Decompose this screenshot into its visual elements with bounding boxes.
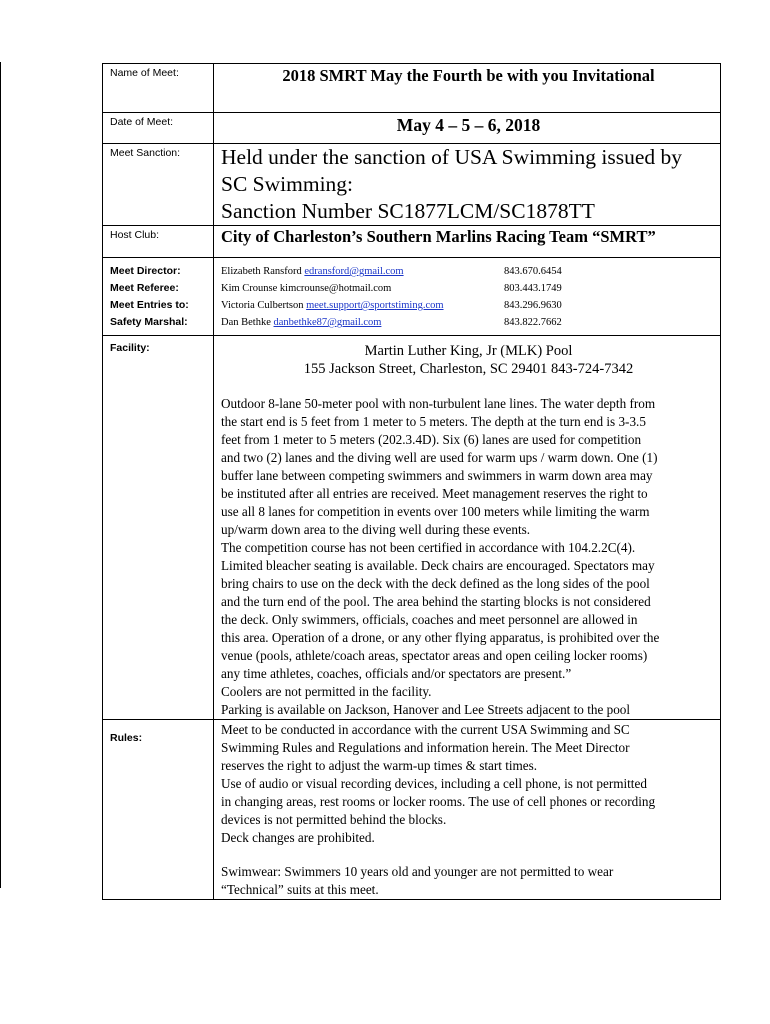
facility-line: this area. Operation of a drone, or any other flying apparatus, is prohibited over the <box>221 630 660 645</box>
sanction-line: SC Swimming: <box>221 172 354 196</box>
rules-line: Deck changes are prohibited. <box>221 830 375 845</box>
sanction-text <box>221 144 716 225</box>
sanction-line: Sanction Number SC1877LCM/SC1878TT <box>221 199 595 223</box>
facility-line: feet from 1 meter to 5 meters (202.3.4D). Six (6) lanes are used for competition <box>221 432 642 447</box>
rules-line: in changing areas, rest rooms or locker rooms. The use of cell phones or recording <box>221 794 656 809</box>
label-meet-referee: Meet Referee: <box>110 282 179 294</box>
facility-header <box>221 336 716 378</box>
label-name-of-meet: Name of Meet: <box>103 64 214 113</box>
swimwear-line: “Technical” suits at this meet. <box>221 882 379 897</box>
staff-phone: 843.670.6454 <box>504 266 562 277</box>
host-club: City of Charleston’s Southern Marlins Racing Team “SMRT” <box>221 227 656 246</box>
staff-list <box>214 258 721 336</box>
label-safety-marshal: Safety Marshal: <box>110 316 188 328</box>
label-meet-sanction: Meet Sanction: <box>103 144 214 226</box>
facility-line: the start end is 5 feet from 1 meter to 5 meters. The depth at the turn end is 3-3.5 <box>221 414 646 429</box>
facility-line: bring chairs to use on the deck with the deck defined as the long sides of the pool <box>221 576 650 591</box>
meet-date: May 4 – 5 – 6, 2018 <box>396 115 541 135</box>
facility-line: the deck. Only swimmers, officials, coaches and meet personnel are allowed in <box>221 612 638 627</box>
label-meet-entries-to: Meet Entries to: <box>110 299 189 311</box>
facility-description <box>221 395 716 719</box>
staff-email-link[interactable]: meet.support@sportstiming.com <box>306 300 444 311</box>
row-facility <box>103 336 721 720</box>
left-margin-line <box>0 62 1 888</box>
row-rules <box>103 720 721 900</box>
row-host-club <box>103 226 721 258</box>
facility-line: buffer lane between competing swimmers and swimmers in warm down area may <box>221 468 653 483</box>
row-date-of-meet <box>103 113 721 144</box>
sanction-line: Held under the sanction of USA Swimming issued by <box>221 145 683 169</box>
staff-email-link[interactable]: edransford@gmail.com <box>304 266 404 277</box>
rules-line: Use of audio or visual recording devices, including a cell phone, is not permitted <box>221 776 647 791</box>
staff-phone: 803.443.1749 <box>504 283 562 294</box>
staff-phone: 843.296.9630 <box>504 300 562 311</box>
staff-name: Victoria Culbertson <box>221 300 307 311</box>
facility-line: be instituted after all entries are received. Meet management reserves the right to <box>221 486 648 501</box>
pool-name: Martin Luther King, Jr (MLK) Pool <box>364 343 573 359</box>
meet-info-table <box>102 63 721 900</box>
staff-row <box>221 263 716 280</box>
pool-address: 155 Jackson Street, Charleston, SC 29401 843-724-7342 <box>303 361 634 377</box>
facility-line: Parking is available on Jackson, Hanover and Lee Streets adjacent to the pool <box>221 702 631 717</box>
staff-email-link[interactable]: danbethke87@gmail.com <box>273 317 382 328</box>
facility-line: up/warm down area to the diving well during these events. <box>221 522 531 537</box>
staff-name: Elizabeth Ransford <box>221 266 305 277</box>
facility-line: any time athletes, coaches, officials and/or spectators are present.” <box>221 666 572 681</box>
label-rules: Rules: <box>103 720 214 900</box>
staff-phone: 843.822.7662 <box>504 317 562 328</box>
swimwear-line: Swimwear: Swimmers 10 years old and younger are not permitted to wear <box>221 864 614 879</box>
row-name-of-meet <box>103 64 721 113</box>
rules-line: devices is not permitted behind the blocks. <box>221 812 447 827</box>
facility-line: Limited bleacher seating is available. Deck chairs are encouraged. Spectators may <box>221 558 655 573</box>
staff-name: Kim Crounse kimcrounse@hotmail.com <box>221 283 392 294</box>
label-host-club: Host Club: <box>103 226 214 258</box>
rules-line: Meet to be conducted in accordance with the current USA Swimming and SC <box>221 722 630 737</box>
facility-line: Outdoor 8-lane 50-meter pool with non-turbulent lane lines. The water depth from <box>221 396 656 411</box>
row-meet-officials <box>103 258 721 336</box>
label-facility: Facility: <box>103 336 214 720</box>
facility-line: use all 8 lanes for competition in events over 100 meters while limiting the warm <box>221 504 650 519</box>
meet-name: 2018 SMRT May the Fourth be with you Invitational <box>282 66 655 85</box>
rules-line: reserves the right to adjust the warm-up times & start times. <box>221 758 538 773</box>
facility-line: venue (pools, athlete/coach areas, spectator areas and open ceiling locker rooms) <box>221 648 648 663</box>
facility-line: The competition course has not been certified in accordance with 104.2.2C(4). <box>221 540 636 555</box>
facility-line: and the turn end of the pool. The area behind the starting blocks is not considered <box>221 594 651 609</box>
staff-name: Dan Bethke <box>221 317 274 328</box>
staff-row <box>221 297 716 314</box>
facility-line: Coolers are not permitted in the facility. <box>221 684 432 699</box>
row-meet-sanction <box>103 144 721 226</box>
staff-row <box>221 280 716 297</box>
rules-line: Swimming Rules and Regulations and information herein. The Meet Director <box>221 740 630 755</box>
label-meet-director: Meet Director: <box>110 265 181 277</box>
staff-row <box>221 314 716 331</box>
label-date-of-meet: Date of Meet: <box>103 113 214 144</box>
rules-text <box>214 720 721 900</box>
facility-line: and two (2) lanes and the diving well are used for warm ups / warm down. One (1) <box>221 450 658 465</box>
